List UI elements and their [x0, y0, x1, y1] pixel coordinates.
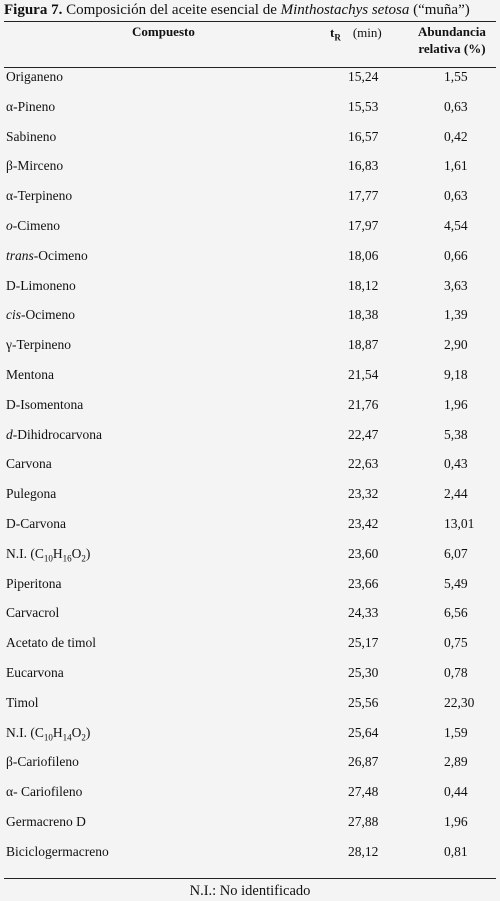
formula-text: )	[85, 724, 91, 740]
table-row	[0, 156, 500, 186]
formula-subscript: 14	[62, 732, 72, 743]
table-row	[0, 425, 500, 455]
table-row	[0, 812, 500, 842]
header-abund-line1: Abundancia	[418, 24, 486, 39]
relative-abundance: 9,18	[444, 366, 468, 382]
table-row	[0, 97, 500, 127]
formula-text: H	[52, 724, 63, 740]
footnote: N.I.: No identificado	[189, 883, 311, 899]
formula-text: O	[71, 724, 82, 740]
table-row	[0, 305, 500, 335]
compound-name	[6, 425, 102, 445]
retention-time: 22,63	[348, 456, 379, 472]
relative-abundance: 5,38	[444, 426, 468, 442]
retention-time: 23,42	[348, 515, 379, 531]
table-row	[0, 395, 500, 425]
retention-time: 17,77	[348, 188, 379, 204]
relative-abundance: 6,07	[444, 545, 468, 561]
retention-time: 27,48	[348, 784, 379, 800]
compound-name: Biciclogermacreno	[6, 843, 109, 859]
formula-subscript: 2	[81, 553, 86, 564]
compound-name: D-Carvona	[6, 515, 66, 531]
formula-subscript: 2	[81, 732, 86, 743]
header-abundancia	[418, 23, 486, 57]
retention-time: 16,83	[348, 158, 379, 174]
header-retention-time	[330, 24, 382, 47]
relative-abundance: 0,81	[444, 843, 468, 859]
compound-name: Carvona	[6, 456, 52, 472]
compound-rest: -Cimeno	[12, 217, 60, 233]
compound-name: Origaneno	[6, 69, 63, 84]
compound-prefix: o	[6, 217, 13, 233]
compound-name: Mentona	[6, 366, 54, 382]
header-tr-unit: (min)	[352, 25, 382, 40]
table-row	[0, 663, 500, 693]
formula-subscript: 10	[43, 732, 53, 743]
compound-name: Carvacrol	[6, 605, 60, 621]
compound-name: Acetato de timol	[6, 635, 96, 651]
table-row	[0, 67, 500, 97]
relative-abundance: 1,61	[444, 158, 468, 174]
retention-time: 18,87	[348, 337, 379, 353]
formula-text: H	[52, 545, 63, 561]
compound-prefix: trans	[6, 247, 34, 263]
table-body	[0, 67, 500, 872]
relative-abundance: 0,44	[444, 784, 468, 800]
retention-time: 18,12	[348, 277, 379, 293]
retention-time: 28,12	[348, 843, 379, 859]
retention-time: 21,76	[348, 396, 379, 412]
relative-abundance: 22,30	[444, 694, 475, 710]
retention-time: 18,06	[348, 247, 379, 263]
retention-time: 25,56	[348, 694, 379, 710]
relative-abundance: 1,55	[444, 69, 468, 84]
table-row	[0, 693, 500, 723]
retention-time: 27,88	[348, 813, 379, 829]
relative-abundance: 5,49	[444, 575, 468, 591]
retention-time: 25,64	[348, 724, 379, 740]
compound-rest: -Dihidrocarvona	[12, 426, 102, 442]
relative-abundance: 1,96	[444, 396, 468, 412]
compound-name: β-Mirceno	[6, 158, 64, 174]
caption-label: Figura 7.	[4, 2, 63, 18]
table-row	[0, 633, 500, 663]
compound-rest: -Ocimeno	[21, 307, 75, 323]
table-row	[0, 574, 500, 604]
relative-abundance: 0,63	[444, 188, 468, 204]
compound-name	[6, 723, 90, 748]
table-row	[0, 723, 500, 753]
retention-time: 23,66	[348, 575, 379, 591]
table-row	[0, 603, 500, 633]
compound-name: Sabineno	[6, 128, 57, 144]
caption-text: Composición del aceite esencial de	[62, 2, 281, 18]
header-abund-line2: relativa (%)	[418, 41, 486, 56]
table-row	[0, 276, 500, 306]
relative-abundance: 13,01	[444, 515, 475, 531]
table-row	[0, 514, 500, 544]
compound-name: Pulegona	[6, 486, 57, 502]
top-rule	[4, 21, 496, 22]
compound-name: D-Limoneno	[6, 277, 76, 293]
relative-abundance: 1,59	[444, 724, 468, 740]
retention-time: 23,32	[348, 486, 379, 502]
retention-time: 23,60	[348, 545, 379, 561]
compound-name	[6, 246, 88, 266]
compound-name	[6, 544, 90, 569]
table-row	[0, 246, 500, 276]
relative-abundance: 1,96	[444, 813, 468, 829]
retention-time: 15,24	[348, 69, 379, 84]
compound-name: α-Pineno	[6, 98, 56, 114]
compound-name: Piperitona	[6, 575, 62, 591]
bottom-rule	[4, 878, 496, 879]
formula-subscript: 10	[43, 553, 53, 564]
compound-prefix: d	[6, 426, 13, 442]
table-row	[0, 335, 500, 365]
compound-prefix: cis	[6, 307, 21, 323]
relative-abundance: 4,54	[444, 217, 468, 233]
compound-rest: -Ocimeno	[33, 247, 88, 263]
relative-abundance: 2,44	[444, 486, 468, 502]
caption-suffix: (“muña”)	[409, 2, 470, 18]
relative-abundance: 6,56	[444, 605, 468, 621]
retention-time: 21,54	[348, 366, 379, 382]
header-tr-symbol: t	[330, 25, 335, 40]
retention-time: 15,53	[348, 98, 379, 114]
retention-time: 17,97	[348, 217, 379, 233]
compound-name	[6, 305, 75, 325]
table-row	[0, 544, 500, 574]
retention-time: 22,47	[348, 426, 379, 442]
header-compuesto: Compuesto	[132, 24, 195, 39]
compound-name: D-Isomentona	[6, 396, 84, 412]
compound-name: γ-Terpineno	[6, 337, 71, 353]
relative-abundance: 0,42	[444, 128, 468, 144]
table-row	[0, 186, 500, 216]
relative-abundance: 2,89	[444, 754, 468, 770]
formula-text: O	[71, 545, 82, 561]
relative-abundance: 1,39	[444, 307, 468, 323]
relative-abundance: 0,66	[444, 247, 468, 263]
retention-time: 18,38	[348, 307, 379, 323]
relative-abundance: 0,78	[444, 664, 468, 680]
compound-name: α-Terpineno	[6, 188, 73, 204]
header-tr-sub: R	[334, 32, 341, 43]
compound-name	[6, 216, 60, 236]
relative-abundance: 3,63	[444, 277, 468, 293]
compound-name: Germacreno D	[6, 813, 86, 829]
retention-time: 24,33	[348, 605, 379, 621]
table-row	[0, 782, 500, 812]
formula-text: N.I. (C	[6, 724, 44, 740]
compound-name: Eucarvona	[6, 664, 64, 680]
retention-time: 26,87	[348, 754, 379, 770]
retention-time: 16,57	[348, 128, 379, 144]
table-row	[0, 127, 500, 157]
compound-name: α- Cariofileno	[6, 784, 83, 800]
table-row	[0, 365, 500, 395]
table-caption	[4, 0, 470, 20]
compound-name: Timol	[6, 694, 39, 710]
table-row	[0, 454, 500, 484]
caption-species: Minthostachys setosa	[280, 2, 410, 18]
formula-subscript: 16	[62, 553, 72, 564]
table-row	[0, 484, 500, 514]
relative-abundance: 0,43	[444, 456, 468, 472]
retention-time: 25,17	[348, 635, 379, 651]
formula-text: )	[85, 545, 91, 561]
table-row	[0, 842, 500, 872]
relative-abundance: 0,63	[444, 98, 468, 114]
relative-abundance: 2,90	[444, 337, 468, 353]
formula-text: N.I. (C	[6, 545, 44, 561]
retention-time: 25,30	[348, 664, 379, 680]
relative-abundance: 0,75	[444, 635, 468, 651]
table-row	[0, 216, 500, 246]
table-row	[0, 752, 500, 782]
compound-name: β-Cariofileno	[6, 754, 79, 770]
